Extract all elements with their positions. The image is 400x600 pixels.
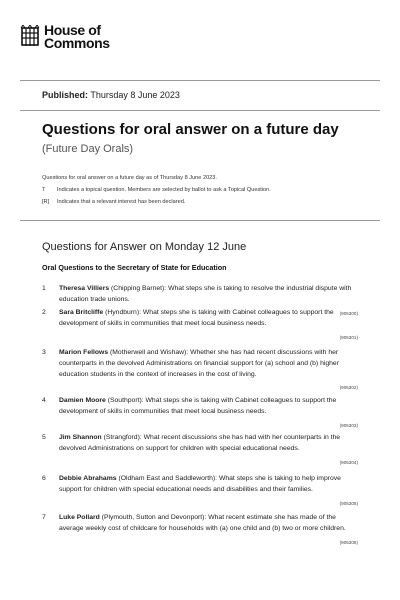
- member-name: Jim Shannon: [59, 434, 102, 441]
- question-reference: (905300): [339, 311, 358, 316]
- constituency: (Oldham East and Saddleworth):: [118, 475, 218, 482]
- question-body: [59, 432, 358, 454]
- question-body: [59, 473, 358, 495]
- question-body: [59, 283, 358, 305]
- key-text: Indicates a topical question. Members are selected by ballot to ask a Topical Question.: [57, 187, 271, 193]
- question-number: 1: [42, 285, 46, 292]
- member-name: Sara Britcliffe: [59, 309, 104, 316]
- question-number: 7: [42, 514, 46, 521]
- question-number: 2: [42, 309, 46, 316]
- member-name: Luke Pollard: [59, 514, 100, 521]
- constituency: (Strangford):: [103, 434, 142, 441]
- constituency: (Motherwell and Wishaw):: [110, 349, 189, 356]
- question-body: [59, 307, 358, 329]
- section-heading: Questions for Answer on Monday 12 June: [42, 241, 247, 253]
- question-reference: (905303): [339, 423, 358, 428]
- house-of-commons-logo: [20, 24, 110, 50]
- constituency: (Hyndburn):: [105, 309, 141, 316]
- logo-line-1: House of: [44, 22, 101, 38]
- key-code: [R]: [42, 199, 50, 205]
- intro-divider: [20, 220, 380, 221]
- top-divider: [20, 80, 380, 81]
- question-text: What steps she is taking to resolve the industrial dispute with education trade unions.: [59, 285, 352, 303]
- question-text: What steps she is taking with Cabinet colleagues to support the development of skills in communities that meet local business needs.: [59, 309, 334, 327]
- question-body: [59, 512, 358, 534]
- key-row-topical: [42, 184, 271, 196]
- question-number: 5: [42, 434, 46, 441]
- question-text: What steps she is taking to help improve support for children with special educational needs and disabilities and their families.: [59, 475, 341, 493]
- question-text: Whether she has had recent discussions with her counterparts in the devolved Administrations on financial support for (a) school and (b) higher education students in the context of increases in the cost of living.: [59, 349, 339, 378]
- question-reference: (905306): [339, 540, 358, 545]
- question-body: [59, 395, 358, 417]
- question-text: What steps she is taking with Cabinet colleagues to support the development of skills in communities that meet local business needs.: [59, 397, 337, 415]
- question-reference: (905305): [339, 501, 358, 506]
- published-divider: [20, 110, 380, 111]
- question-body: [59, 347, 358, 380]
- question-text: What recent estimate she has made of the average weekly cost of childcare for households with (a) one child and (b) two or more children.: [59, 514, 346, 532]
- page-subtitle: (Future Day Orals): [42, 143, 134, 155]
- question-reference: (905301): [339, 335, 358, 340]
- published-line: [42, 90, 180, 100]
- question-reference: (905302): [339, 385, 358, 390]
- key-row-interest: [42, 196, 271, 208]
- portcullis-icon: [20, 25, 40, 47]
- department-heading: Oral Questions to the Secretary of State for Education: [42, 263, 227, 272]
- constituency: (Southport):: [107, 397, 144, 404]
- page-title: Questions for oral answer on a future day: [42, 121, 339, 138]
- constituency: (Chipping Barnet):: [111, 285, 167, 292]
- published-label: Published:: [42, 90, 89, 100]
- intro-block: [42, 172, 271, 208]
- member-name: Theresa Villiers: [59, 285, 110, 292]
- key-code: T: [42, 187, 46, 193]
- member-name: Debbie Abrahams: [59, 475, 117, 482]
- member-name: Damien Moore: [59, 397, 106, 404]
- logo-line-2: Commons: [44, 35, 110, 51]
- question-reference: (905304): [339, 460, 358, 465]
- intro-lead: Questions for oral answer on a future day as of Thursday 8 June 2023.: [42, 175, 217, 181]
- question-text: What recent discussions she has had with her counterparts in the devolved Administrations on support for children with special educational needs.: [59, 434, 341, 452]
- question-number: 4: [42, 397, 46, 404]
- member-name: Marion Fellows: [59, 349, 109, 356]
- question-number: 6: [42, 475, 46, 482]
- key-text: Indicates that a relevant interest has been declared.: [57, 199, 186, 205]
- question-number: 3: [42, 349, 46, 356]
- published-date: Thursday 8 June 2023: [90, 90, 180, 100]
- constituency: (Plymouth, Sutton and Devonport):: [101, 514, 207, 521]
- logo-wordmark: [44, 24, 110, 50]
